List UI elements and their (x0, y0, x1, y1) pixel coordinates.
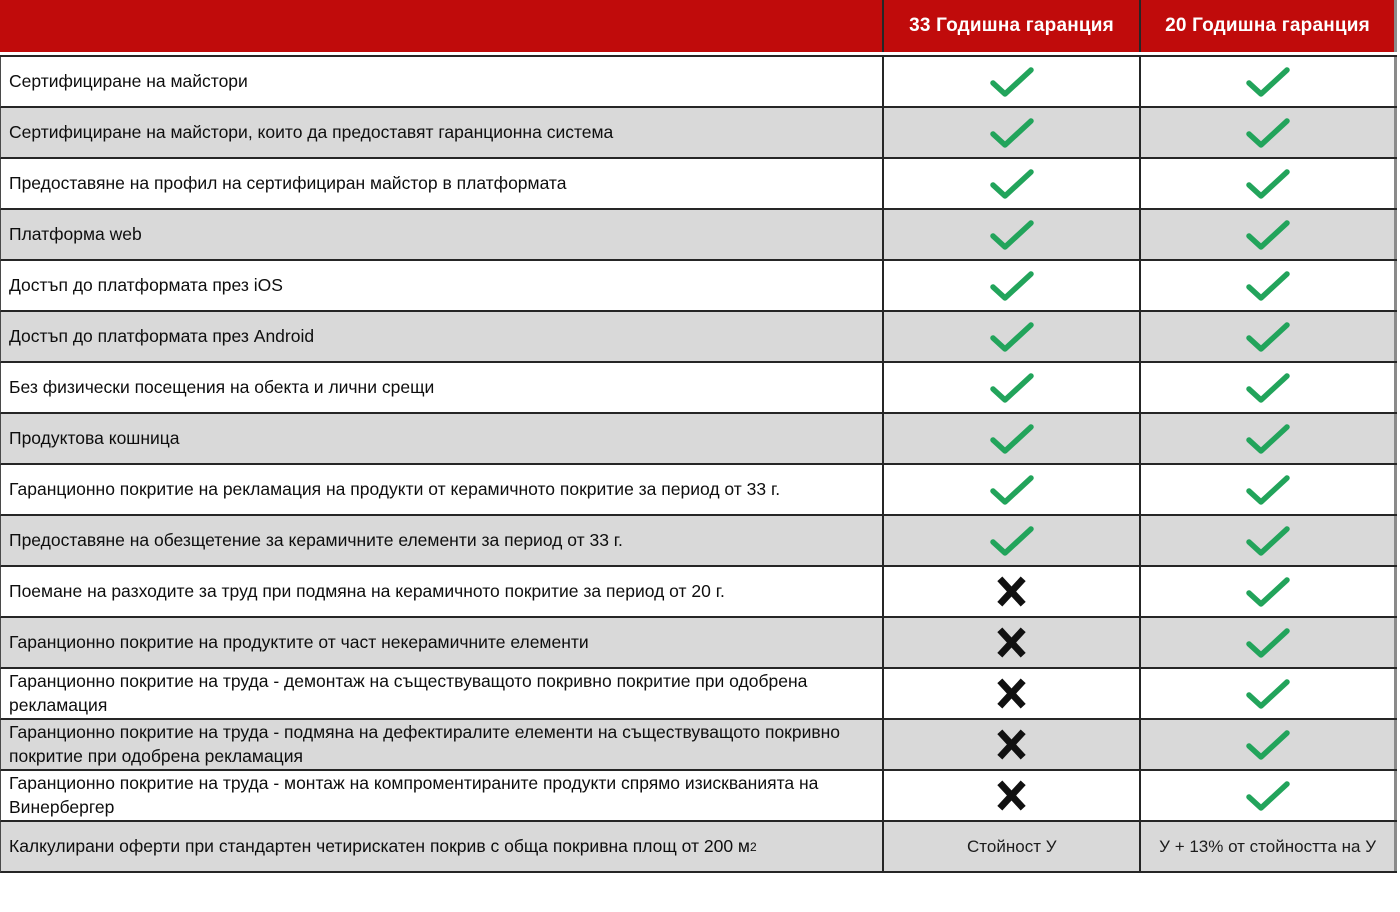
value-33-year (882, 465, 1139, 514)
value-33-year (882, 312, 1139, 361)
feature-label: Предоставяне на профил на сертифициран майстор в платформата (9, 172, 567, 193)
table-row (0, 312, 1397, 363)
cross-icon (993, 624, 1030, 661)
table-row (0, 618, 1397, 669)
check-icon (988, 66, 1036, 98)
table-row (0, 57, 1397, 108)
check-icon (1244, 678, 1292, 710)
value-20-year (1139, 567, 1397, 616)
table-row (0, 567, 1397, 618)
table-row (0, 210, 1397, 261)
value-33-year (882, 57, 1139, 106)
cross-icon (993, 777, 1030, 814)
feature-label: Без физически посещения на обекта и лични срещи (9, 376, 435, 397)
value-33-year (882, 414, 1139, 463)
table-row (0, 159, 1397, 210)
check-icon (1244, 66, 1292, 98)
check-icon (1244, 372, 1292, 404)
feature-label: Гаранционно покритие на труда - демонтаж на съществуващото покривно покритие при одобрена рекламация (9, 671, 808, 715)
check-icon (1244, 780, 1292, 812)
check-icon (1244, 576, 1292, 608)
value-20-year (1139, 771, 1397, 820)
value-33-year (882, 618, 1139, 667)
value-20-year (1139, 669, 1397, 718)
value-33-year (882, 363, 1139, 412)
value-20-year (1139, 261, 1397, 310)
check-icon (1244, 321, 1292, 353)
feature-label: Гаранционно покритие на труда - подмяна на дефектиралите елементи на съществуващото покривно покритие при одобрена рекламация (9, 722, 841, 766)
value-20-year (1139, 822, 1397, 871)
value-20-year (1139, 516, 1397, 565)
check-icon (1244, 270, 1292, 302)
value-20-year (1139, 57, 1397, 106)
value-text: Стойност У (967, 836, 1057, 856)
value-33-year (882, 567, 1139, 616)
table-row (0, 720, 1397, 771)
check-icon (988, 219, 1036, 251)
value-33-year (882, 261, 1139, 310)
value-20-year (1139, 720, 1397, 769)
value-20-year (1139, 414, 1397, 463)
value-20-year (1139, 618, 1397, 667)
feature-label: Достъп до платформата през iOS (9, 274, 283, 295)
check-icon (1244, 627, 1292, 659)
value-33-year (882, 669, 1139, 718)
cross-icon (993, 726, 1030, 763)
feature-label: Сертифициране на майстори, които да предоставят гаранционна система (9, 121, 614, 142)
table-row (0, 261, 1397, 312)
value-20-year (1139, 159, 1397, 208)
feature-label: Платформа web (9, 223, 142, 244)
check-icon (1244, 474, 1292, 506)
table-row (0, 822, 1397, 873)
value-20-year (1139, 363, 1397, 412)
value-20-year (1139, 312, 1397, 361)
table-row (0, 363, 1397, 414)
table-row (0, 516, 1397, 567)
check-icon (988, 117, 1036, 149)
check-icon (1244, 423, 1292, 455)
check-icon (1244, 168, 1292, 200)
feature-label: Предоставяне на обезщетение за керамичните елементи за период от 33 г. (9, 529, 623, 550)
table-row (0, 465, 1397, 516)
check-icon (1244, 117, 1292, 149)
feature-label: Поемане на разходите за труд при подмяна на керамичното покритие за период от 20 г. (9, 580, 725, 601)
value-text: У + 13% от стойността на У (1159, 836, 1376, 856)
feature-label: Калкулирани оферти при стандартен четирискатен покрив с обща покривна площ от 200 м 2 (9, 835, 757, 856)
value-33-year (882, 108, 1139, 157)
rows-container (0, 55, 1397, 873)
table-row (0, 771, 1397, 822)
value-20-year (1139, 465, 1397, 514)
header-33-year-warranty: 33 Годишна гаранция (882, 0, 1139, 52)
cross-icon (993, 573, 1030, 610)
feature-label: Гаранционно покритие на рекламация на продукти от керамичното покритие за период от 33 г. (9, 478, 781, 499)
table-row (0, 108, 1397, 159)
value-33-year (882, 720, 1139, 769)
feature-label: Достъп до платформата през Android (9, 325, 315, 346)
check-icon (988, 372, 1036, 404)
check-icon (988, 474, 1036, 506)
value-20-year (1139, 210, 1397, 259)
header-feature-cell (0, 0, 882, 52)
cross-icon (993, 675, 1030, 712)
check-icon (988, 270, 1036, 302)
value-33-year (882, 516, 1139, 565)
check-icon (988, 423, 1036, 455)
check-icon (988, 168, 1036, 200)
table-row (0, 414, 1397, 465)
value-33-year (882, 771, 1139, 820)
value-33-year (882, 210, 1139, 259)
header-20-year-warranty: 20 Годишна гаранция (1139, 0, 1397, 52)
value-33-year (882, 822, 1139, 871)
table-row (0, 669, 1397, 720)
check-icon (988, 525, 1036, 557)
feature-label: Гаранционно покритие на продуктите от част некерамичните елементи (9, 631, 589, 652)
check-icon (1244, 525, 1292, 557)
check-icon (988, 321, 1036, 353)
feature-label: Сертифициране на майстори (9, 70, 248, 91)
value-33-year (882, 159, 1139, 208)
check-icon (1244, 729, 1292, 761)
table-header-row (0, 0, 1397, 52)
check-icon (1244, 219, 1292, 251)
feature-label: Гаранционно покритие на труда - монтаж на компроментираните продукти спрямо изискванията на Винербергер (9, 773, 819, 817)
feature-label: Продуктова кошница (9, 427, 180, 448)
value-20-year (1139, 108, 1397, 157)
